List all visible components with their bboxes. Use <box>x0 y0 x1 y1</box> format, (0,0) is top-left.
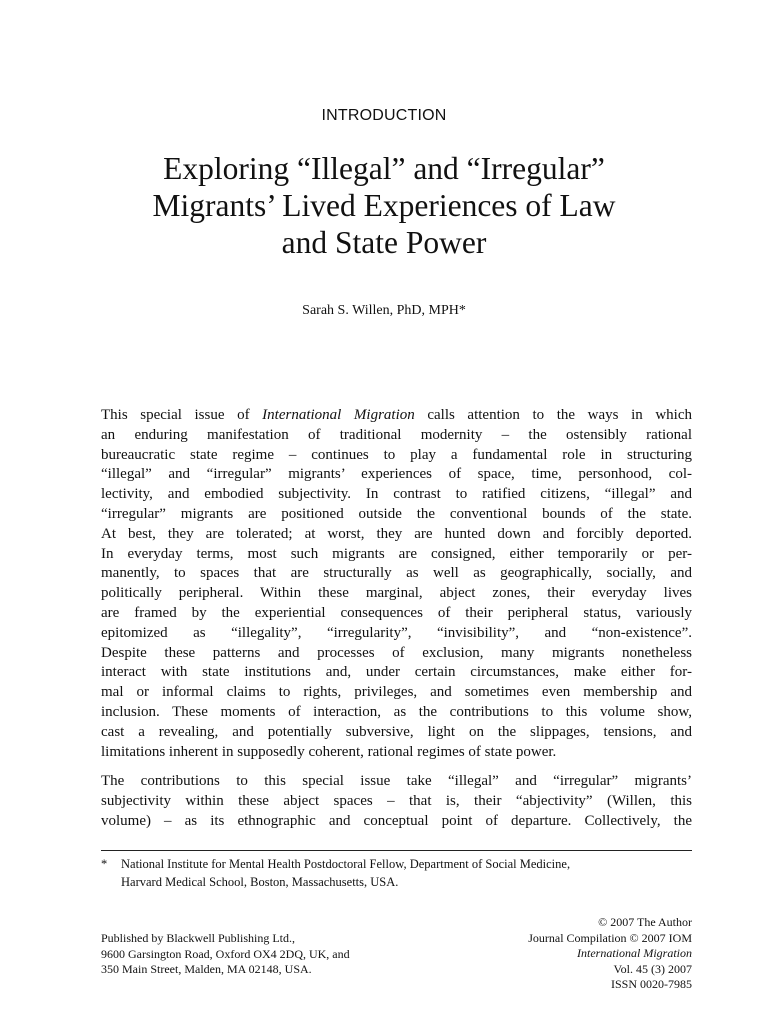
text-segment: This special issue of <box>101 407 263 423</box>
publisher-line: 9600 Garsington Road, Oxford OX4 2DQ, UK, and <box>101 946 350 961</box>
journal-citation <box>528 946 692 977</box>
issn: ISSN 0020-7985 <box>610 977 692 992</box>
footnote-line: Harvard Medical School, Boston, Massachusetts, USA. <box>121 875 399 889</box>
paragraph-2 <box>101 772 692 831</box>
copyright-info <box>528 915 692 993</box>
footnote-divider <box>101 850 692 851</box>
text-line: politically peripheral. Within these marginal, abject zones, their everyday lives <box>101 585 692 602</box>
text-line: volume) – as its ethnographic and conceptual point of departure. Collectively, the <box>101 812 692 829</box>
footnote-mark: * <box>101 857 108 871</box>
title-line: and State Power <box>281 225 487 260</box>
text-line: an enduring manifestation of traditional modernity – the ostensibly rational <box>101 426 692 443</box>
journal-volume: Vol. 45 (3) 2007 <box>613 961 692 976</box>
paragraph-1 <box>101 406 692 762</box>
text-line: inclusion. These moments of interaction, as the contributions to this volume show, <box>101 703 692 720</box>
text-segment: calls attention to the ways in which <box>414 407 693 423</box>
text-line: epitomized as “illegality”, “irregularity”, “invisibility”, and “non-existence”. <box>101 624 692 641</box>
text-line: At best, they are tolerated; at worst, they are hunted down and forcibly deported. <box>101 525 692 542</box>
text-line: are framed by the experiential consequences of their peripheral status, variously <box>101 604 692 621</box>
title-line: Exploring “Illegal” and “Irregular” <box>163 151 605 186</box>
text-line: Despite these patterns and processes of exclusion, many migrants nonetheless <box>101 644 692 661</box>
publisher-line: Published by Blackwell Publishing Ltd., <box>101 931 295 945</box>
text-line: subjectivity within these abject spaces – that is, their “abjectivity” (Willen, this <box>101 792 692 809</box>
footnote-line: National Institute for Mental Health Postdoctoral Fellow, Department of Social Medicine, <box>121 857 571 871</box>
journal-name-italic: International Migration <box>262 407 415 423</box>
journal-compilation: Journal Compilation © 2007 IOM <box>528 930 692 945</box>
title-line: Migrants’ Lived Experiences of Law <box>152 188 616 223</box>
text-line: “irregular” migrants are positioned outside the conventional bounds of the state. <box>101 505 692 522</box>
text-line: “illegal” and “irregular” migrants’ experiences of space, time, personhood, col- <box>101 466 692 483</box>
journal-name-italic: International Migration <box>577 946 692 961</box>
copyright-author: © 2007 The Author <box>598 915 692 929</box>
text-line: In everyday terms, most such migrants are consigned, either temporarily or per- <box>101 545 692 562</box>
text-line: limitations inherent in supposedly coherent, rational regimes of state power. <box>101 743 557 760</box>
author-byline: Sarah S. Willen, PhD, MPH* <box>302 303 466 318</box>
text-line: The contributions to this special issue take “illegal” and “irregular” migrants’ <box>101 773 692 789</box>
footnote-text <box>121 855 692 891</box>
text-line: manently, to spaces that are structurally as well as geographically, socially, and <box>101 565 692 582</box>
text-line: lectivity, and embodied subjectivity. In contrast to ratified citizens, “illegal” and <box>101 486 692 503</box>
publisher-line: 350 Main Street, Malden, MA 02148, USA. <box>101 962 312 977</box>
text-line: mal or informal claims to rights, privileges, and sometimes even membership and <box>101 684 692 701</box>
publisher-info <box>101 931 350 978</box>
text-line: bureaucratic state regime – continues to play a fundamental role in structuring <box>101 446 692 463</box>
text-line: cast a revealing, and potentially subversive, light on the slippages, tensions, and <box>101 723 692 740</box>
footnote <box>101 855 692 891</box>
article-title <box>84 150 684 261</box>
text-line <box>101 406 692 426</box>
text-line: interact with state institutions and, under certain circumstances, make either for- <box>101 664 692 681</box>
section-label: INTRODUCTION <box>321 107 447 124</box>
